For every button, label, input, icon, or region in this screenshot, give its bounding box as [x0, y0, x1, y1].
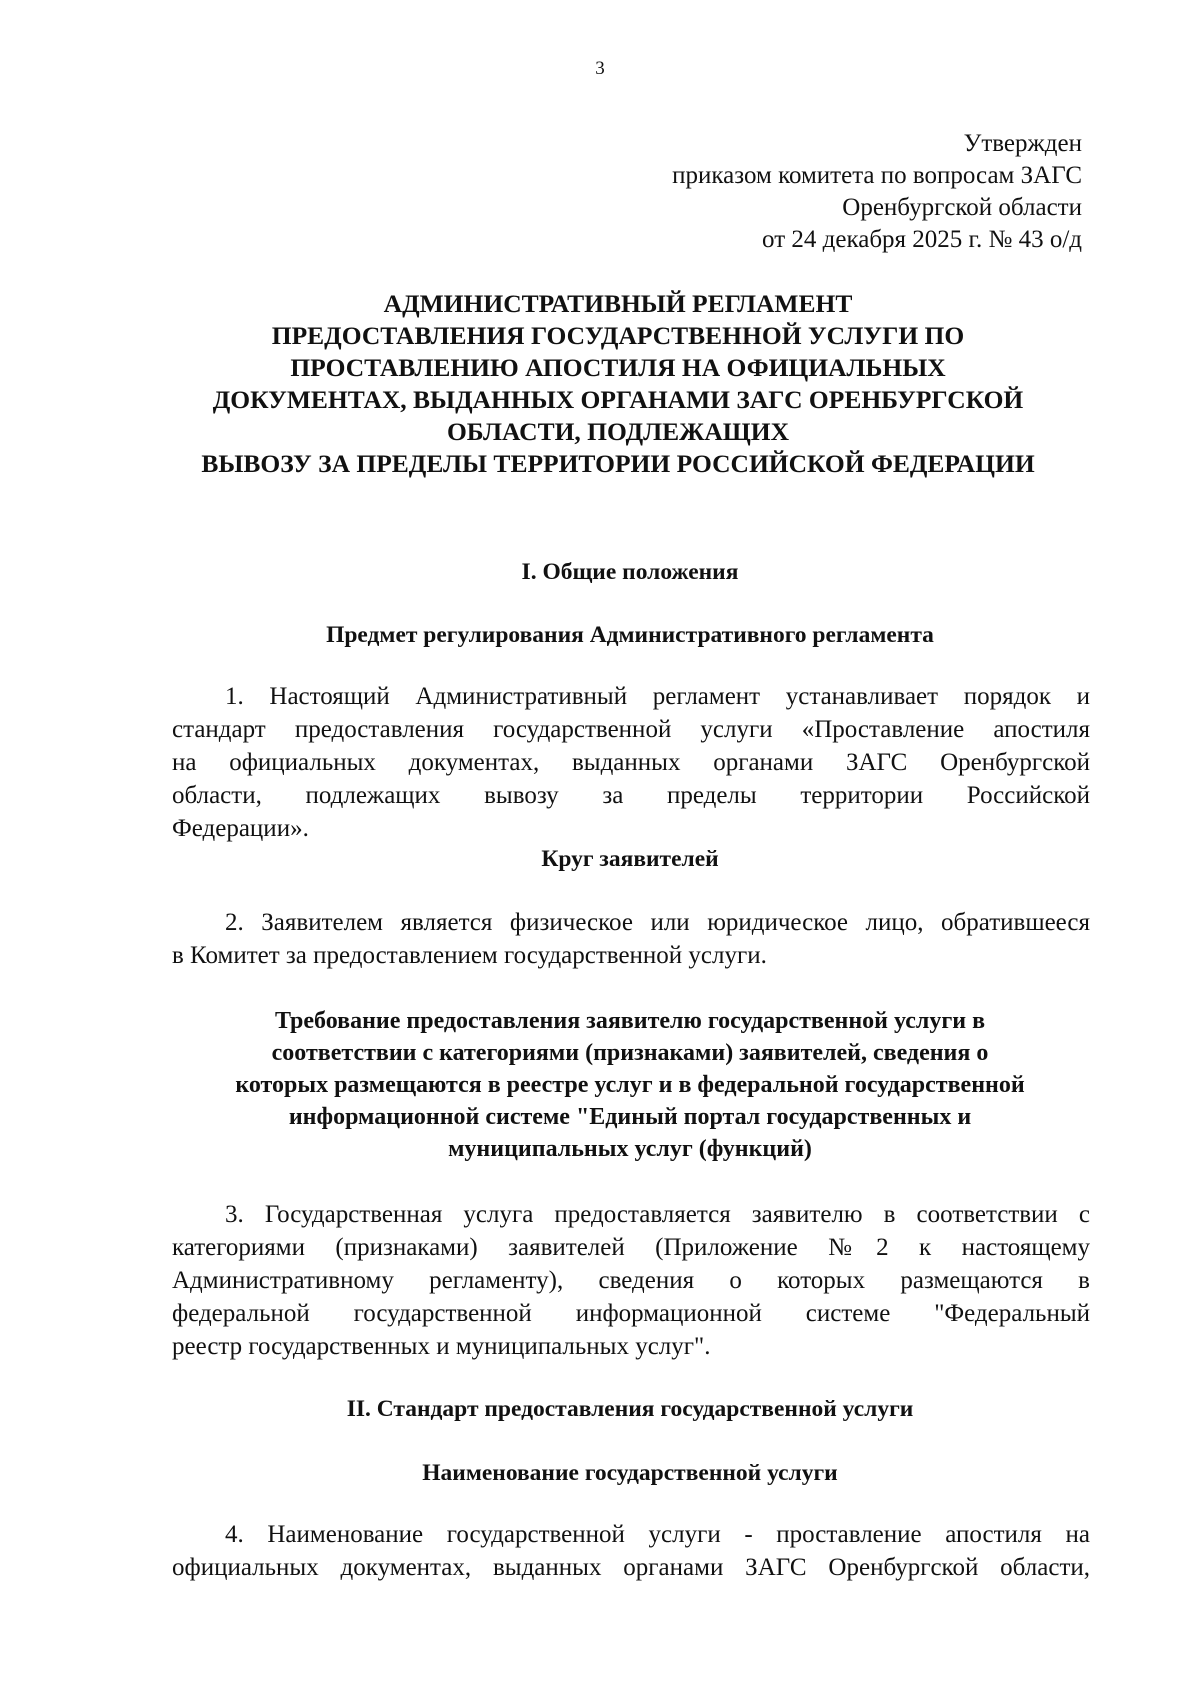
heading-line: Требование предоставления заявителю государственной услуги в — [274, 1008, 986, 1034]
approval-line: от 24 декабря 2025 г. № 43 о/д — [762, 226, 1082, 253]
paragraph-line: Федерации». — [172, 815, 309, 842]
section-heading-standard: II. Стандарт предоставления государственной услуги — [346, 1396, 914, 1422]
heading-line: муниципальных услуг (функций) — [448, 1136, 812, 1162]
paragraph-2 — [172, 906, 1090, 972]
title-line: ОБЛАСТИ, ПОДЛЕЖАЩИХ — [446, 417, 790, 446]
subheading-requirement — [160, 1005, 1100, 1165]
paragraph-line: Административному регламенту), сведения о которых размещаются в — [172, 1267, 1090, 1294]
paragraph-line: официальных документах, выданных органами ЗАГС Оренбургской области, — [172, 1554, 1090, 1581]
paragraph-1 — [172, 680, 1090, 845]
paragraph-line: 3. Государственная услуга предоставляется заявителю в соответствии с — [225, 1201, 1090, 1228]
paragraph-line: 2. Заявителем является физическое или юридическое лицо, обратившееся — [225, 909, 1090, 936]
approval-line: приказом комитета по вопросам ЗАГС — [672, 162, 1082, 189]
paragraph-line: 1. Настоящий Административный регламент устанавливает порядок и — [225, 683, 1090, 710]
title-line: АДМИНИСТРАТИВНЫЙ РЕГЛАМЕНТ — [383, 289, 853, 318]
title-line: ВЫВОЗУ ЗА ПРЕДЕЛЫ ТЕРРИТОРИИ РОССИЙСКОЙ ФЕДЕРАЦИИ — [201, 449, 1035, 478]
paragraph-line: категориями (признаками) заявителей (Приложение №2 к настоящему — [172, 1234, 1090, 1261]
approval-line: Оренбургской области — [842, 194, 1082, 221]
paragraph-line: в Комитет за предоставлением государственной услуги. — [172, 942, 767, 969]
paragraph-line: на официальных документах, выданных органами ЗАГС Оренбургской — [172, 749, 1090, 776]
document-title — [150, 288, 1086, 480]
title-line: ПРОСТАВЛЕНИЮ АПОСТИЛЯ НА ОФИЦИАЛЬНЫХ — [290, 353, 946, 382]
title-line: ПРЕДОСТАВЛЕНИЯ ГОСУДАРСТВЕННОЙ УСЛУГИ ПО — [271, 321, 965, 350]
page-number: 3 — [595, 58, 605, 79]
approval-stamp-block — [672, 128, 1082, 256]
paragraph-line: области, подлежащих вывозу за пределы территории Российской — [172, 782, 1090, 809]
heading-line: которых размещаются в реестре услуг и в федеральной государственной — [235, 1072, 1025, 1098]
subheading-applicants: Круг заявителей — [541, 846, 719, 872]
heading-line: информационной системе "Единый портал государственных и — [288, 1104, 972, 1130]
paragraph-3 — [172, 1198, 1090, 1363]
subheading-subject: Предмет регулирования Административного регламента — [326, 622, 934, 648]
paragraph-line: федеральной государственной информационной системе "Федеральный — [172, 1300, 1090, 1327]
heading-line: соответствии с категориями (признаками) заявителей, сведения о — [271, 1040, 989, 1066]
paragraph-line: стандарт предоставления государственной услуги «Проставление апостиля — [172, 716, 1090, 743]
subheading-service-name: Наименование государственной услуги — [422, 1460, 838, 1486]
paragraph-line: реестр государственных и муниципальных услуг". — [172, 1333, 711, 1360]
approval-line: Утвержден — [963, 130, 1082, 157]
paragraph-line: 4. Наименование государственной услуги - проставление апостиля на — [225, 1521, 1090, 1548]
title-line: ДОКУМЕНТАХ, ВЫДАННЫХ ОРГАНАМИ ЗАГС ОРЕНБУРГСКОЙ — [212, 385, 1024, 414]
section-heading-general: I. Общие положения — [521, 559, 739, 585]
paragraph-4 — [172, 1518, 1090, 1584]
